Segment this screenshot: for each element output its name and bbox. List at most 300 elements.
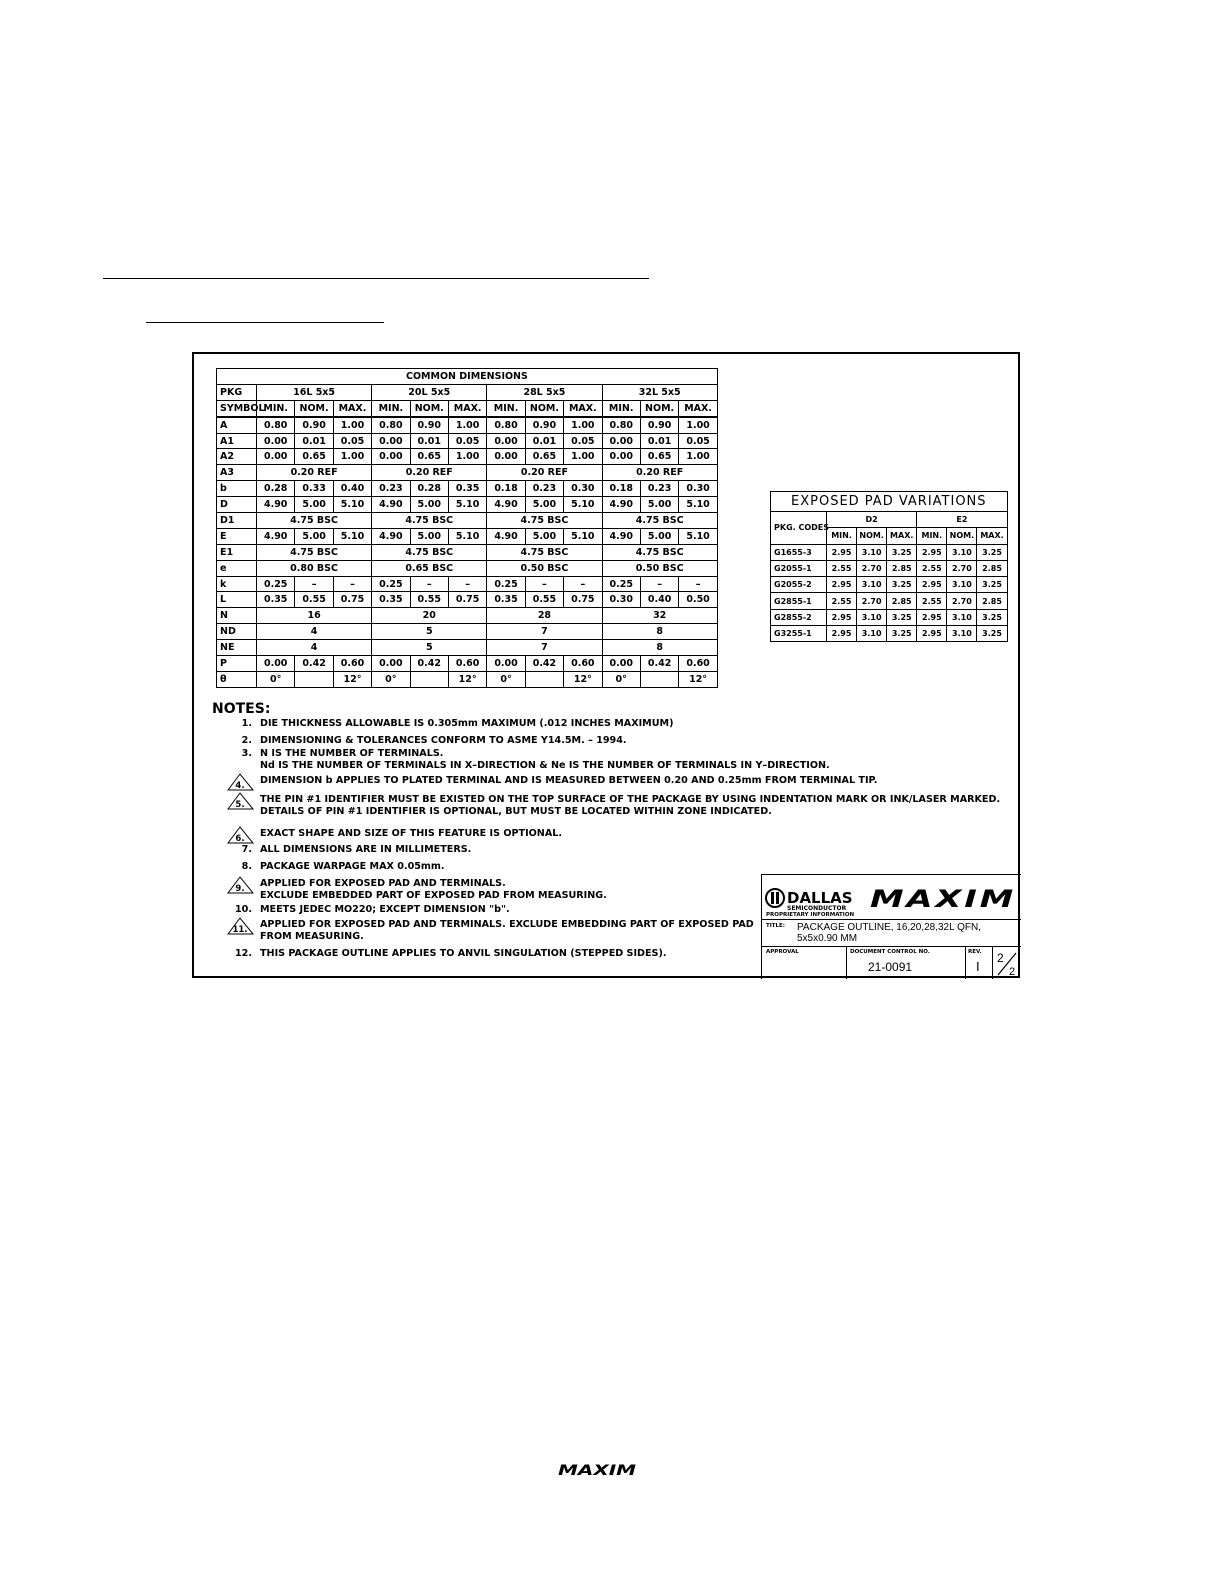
- dimension-value: 0°: [257, 671, 295, 687]
- dimension-row: [217, 640, 718, 656]
- column-header: NOM.: [857, 528, 887, 544]
- dimension-value: 0.50 BSC: [602, 560, 717, 576]
- package-header: 32L 5x5: [602, 384, 717, 400]
- dimension-value: 0.90: [525, 417, 563, 433]
- column-header: MIN.: [372, 400, 410, 416]
- sheet-num: 2: [997, 951, 1004, 965]
- package-title-line2: 5x5x0.90 MM: [797, 933, 858, 944]
- dimension-value: –: [640, 576, 678, 592]
- dimension-value: 0°: [487, 671, 525, 687]
- dimension-symbol: A3: [217, 465, 257, 481]
- dimension-value: 4.90: [487, 497, 525, 513]
- dimension-row: [217, 576, 718, 592]
- dimension-value: 5.00: [295, 497, 333, 513]
- dimension-value: 0.35: [487, 592, 525, 608]
- dimension-value: 0.01: [640, 433, 678, 449]
- note-text: [260, 861, 445, 873]
- note-line: ALL DIMENSIONS ARE IN MILLIMETERS.: [260, 844, 472, 855]
- top-rule: [103, 278, 649, 279]
- note-number: 2.: [241, 735, 252, 746]
- dimension-value: 0.50: [679, 592, 718, 608]
- pad-value: 2.85: [887, 560, 917, 576]
- dimension-value: –: [410, 576, 448, 592]
- title-label: TITLE:: [766, 923, 786, 929]
- doc-control-label: DOCUMENT CONTROL NO.: [850, 949, 930, 955]
- dimension-value: 0.23: [372, 481, 410, 497]
- note-number: 6.: [235, 834, 245, 844]
- pad-value: 3.25: [887, 544, 917, 560]
- dimension-value: 5.00: [525, 497, 563, 513]
- dimension-value: 0.40: [640, 592, 678, 608]
- note-line: DETAILS OF PIN #1 IDENTIFIER IS OPTIONAL, BUT MUST BE LOCATED WITHIN ZONE INDICATED.: [260, 806, 772, 817]
- dimension-value: 0.00: [257, 449, 295, 465]
- column-header: NOM.: [410, 400, 448, 416]
- pad-value: 2.95: [827, 609, 857, 625]
- dimension-value: 5.10: [448, 528, 486, 544]
- dimension-row: [217, 449, 718, 465]
- dimension-value: 5.00: [640, 528, 678, 544]
- pad-value: 2.85: [887, 593, 917, 609]
- dimension-symbol: ND: [217, 624, 257, 640]
- note-number: 5.: [235, 800, 245, 810]
- pkg-codes-label: PKG. CODES: [771, 512, 827, 545]
- pad-value: 3.10: [947, 544, 977, 560]
- note-number: 4.: [235, 781, 245, 791]
- dimension-symbol: k: [217, 576, 257, 592]
- package-title: [797, 922, 981, 944]
- pad-value: 2.95: [917, 626, 947, 642]
- dallas-logo-text: DALLAS: [787, 889, 853, 907]
- dimension-value: 4.90: [257, 497, 295, 513]
- dimension-value: 5.10: [564, 528, 602, 544]
- dimension-value: 0.60: [448, 656, 486, 672]
- dimension-value: 5: [372, 640, 487, 656]
- dimension-value: 0.35: [448, 481, 486, 497]
- note-text: [260, 904, 510, 916]
- note-line: FROM MEASURING.: [260, 931, 364, 942]
- dimension-value: 0.80: [372, 417, 410, 433]
- note-line: DIE THICKNESS ALLOWABLE IS 0.305mm MAXIMUM (.012 INCHES MAXIMUM): [260, 718, 674, 729]
- pad-value: 2.70: [947, 560, 977, 576]
- dimension-value: 0.00: [487, 433, 525, 449]
- dimension-symbol: P: [217, 656, 257, 672]
- dimension-value: 0.50 BSC: [487, 560, 602, 576]
- dimension-symbol: θ: [217, 671, 257, 687]
- common-dimensions-table: [216, 368, 718, 688]
- dimension-value: 0.05: [564, 433, 602, 449]
- dimension-value: 0°: [372, 671, 410, 687]
- note-text: [260, 844, 471, 856]
- dimension-value: [525, 671, 563, 687]
- dimension-row: [217, 624, 718, 640]
- proprietary-label: PROPRIETARY INFORMATION: [766, 912, 855, 918]
- pad-value: 2.55: [917, 593, 947, 609]
- column-header: MIN.: [257, 400, 295, 416]
- note-line: PACKAGE WARPAGE MAX 0.05mm.: [260, 861, 445, 872]
- dimension-value: 0.33: [295, 481, 333, 497]
- dimension-value: 8: [602, 640, 717, 656]
- dimension-value: 0.55: [295, 592, 333, 608]
- dimension-value: 0.25: [487, 576, 525, 592]
- dimension-value: 0.80: [602, 417, 640, 433]
- dimension-value: 12°: [679, 671, 718, 687]
- dimension-value: 0.80: [257, 417, 295, 433]
- dimension-value: 0.65 BSC: [372, 560, 487, 576]
- dimension-value: –: [333, 576, 371, 592]
- dimension-value: 0.25: [602, 576, 640, 592]
- pad-value: 3.10: [947, 609, 977, 625]
- dimension-value: 4.90: [372, 528, 410, 544]
- dimension-value: 0.20 REF: [487, 465, 602, 481]
- note-line: EXACT SHAPE AND SIZE OF THIS FEATURE IS OPTIONAL.: [260, 828, 563, 839]
- dimension-value: 5.10: [679, 528, 718, 544]
- note-line: APPLIED FOR EXPOSED PAD AND TERMINALS. EXCLUDE EMBEDDING PART OF EXPOSED PAD: [260, 919, 754, 930]
- dimension-value: 0.00: [257, 433, 295, 449]
- dimension-value: 5.00: [525, 528, 563, 544]
- pad-value: 3.25: [887, 626, 917, 642]
- dimension-value: 0.35: [372, 592, 410, 608]
- pkg-code: G2855-1: [771, 593, 827, 609]
- dimension-symbol: N: [217, 608, 257, 624]
- dimension-value: 0.30: [679, 481, 718, 497]
- dimension-value: 0.90: [640, 417, 678, 433]
- note-text: [260, 775, 877, 787]
- pad-value: 3.25: [887, 577, 917, 593]
- dimension-row: [217, 528, 718, 544]
- pad-row: [771, 577, 1008, 593]
- pad-value: 2.95: [827, 544, 857, 560]
- note-text: [260, 735, 627, 747]
- dimension-value: 0.20 REF: [257, 465, 372, 481]
- dimension-value: 0.75: [564, 592, 602, 608]
- dimension-value: 1.00: [679, 449, 718, 465]
- note-number: 9.: [235, 884, 245, 894]
- dimension-value: –: [679, 576, 718, 592]
- dimension-row: [217, 656, 718, 672]
- package-drawing-frame: [192, 352, 1020, 978]
- dimension-symbol: D: [217, 497, 257, 513]
- dimension-row: [217, 608, 718, 624]
- dimension-value: –: [564, 576, 602, 592]
- note-text: [260, 948, 667, 960]
- pkg-label: PKG: [217, 384, 257, 400]
- pad-value: 3.10: [857, 577, 887, 593]
- dimension-value: 4.75 BSC: [372, 513, 487, 529]
- dimension-symbol: E1: [217, 544, 257, 560]
- note-line: N IS THE NUMBER OF TERMINALS.: [260, 748, 444, 759]
- pad-value: 2.55: [917, 560, 947, 576]
- pkg-code: G2055-2: [771, 577, 827, 593]
- dimension-value: 12°: [333, 671, 371, 687]
- dimension-value: 0.75: [448, 592, 486, 608]
- maxim-logo: [870, 885, 1018, 913]
- dimension-value: 4: [257, 624, 372, 640]
- rev-label: REV.: [968, 949, 982, 955]
- dimension-value: 0.01: [525, 433, 563, 449]
- dimension-value: –: [448, 576, 486, 592]
- dimension-value: 0.23: [640, 481, 678, 497]
- pad-value: 2.70: [857, 560, 887, 576]
- pad-value: 3.10: [947, 626, 977, 642]
- maxim-logo-text: MAXIM: [870, 885, 1016, 913]
- triangle-marker-icon: [226, 826, 254, 844]
- note-number: 12.: [235, 948, 252, 959]
- sheet-total: 2: [1009, 966, 1016, 978]
- pad-row: [771, 593, 1008, 609]
- dimension-value: 5.10: [448, 497, 486, 513]
- dimension-symbol: e: [217, 560, 257, 576]
- dimension-value: 0.01: [295, 433, 333, 449]
- column-header: MAX.: [679, 400, 718, 416]
- sheet-number: [994, 949, 1020, 977]
- dimension-value: 12°: [564, 671, 602, 687]
- pad-value: 2.95: [917, 577, 947, 593]
- note-text: [260, 828, 562, 840]
- column-header: MIN.: [827, 528, 857, 544]
- pad-value: 2.55: [827, 593, 857, 609]
- pad-value: 3.25: [887, 609, 917, 625]
- exposed-pad-title: EXPOSED PAD VARIATIONS: [771, 492, 1008, 512]
- dimension-value: [295, 671, 333, 687]
- common-pkg-row: [217, 384, 718, 400]
- dimension-value: 0.75: [333, 592, 371, 608]
- dimension-value: 5.00: [410, 528, 448, 544]
- symbol-label: SYMBOL: [217, 400, 257, 416]
- dimension-value: 0.00: [487, 449, 525, 465]
- dimension-value: 0.00: [602, 656, 640, 672]
- pad-value: 2.55: [827, 560, 857, 576]
- dimension-row: [217, 671, 718, 687]
- dimension-value: 7: [487, 624, 602, 640]
- dimension-value: 0.60: [333, 656, 371, 672]
- dimension-value: 5.10: [333, 528, 371, 544]
- note-number: 8.: [241, 861, 252, 872]
- dimension-value: 1.00: [333, 449, 371, 465]
- footer-maxim-logo: [558, 1463, 638, 1477]
- column-header: MIN.: [917, 528, 947, 544]
- dimension-value: 1.00: [564, 449, 602, 465]
- dimension-value: 4.75 BSC: [257, 544, 372, 560]
- notes-heading: NOTES:: [212, 701, 271, 717]
- dimension-value: 5.00: [295, 528, 333, 544]
- dimension-value: 1.00: [564, 417, 602, 433]
- dimension-row: [217, 592, 718, 608]
- pad-value: 3.25: [977, 577, 1007, 593]
- dimension-symbol: NE: [217, 640, 257, 656]
- dimension-value: 0.40: [333, 481, 371, 497]
- dimension-value: 4.90: [602, 528, 640, 544]
- revision: I: [976, 959, 980, 974]
- dimension-value: 0.28: [257, 481, 295, 497]
- note-number: 3.: [241, 748, 252, 759]
- dimension-value: 4.90: [372, 497, 410, 513]
- dimension-value: 0.55: [410, 592, 448, 608]
- dimension-value: 0.65: [525, 449, 563, 465]
- note-number: 11.: [232, 925, 248, 935]
- dimension-symbol: E: [217, 528, 257, 544]
- dimension-row: [217, 513, 718, 529]
- dimension-value: 0.55: [525, 592, 563, 608]
- dimension-value: 0.05: [333, 433, 371, 449]
- dimension-value: 0.60: [564, 656, 602, 672]
- pkg-code: G3255-1: [771, 626, 827, 642]
- column-header: MIN.: [487, 400, 525, 416]
- sub-rule: [146, 322, 384, 323]
- pad-row: [771, 626, 1008, 642]
- note-number: 1.: [241, 718, 252, 729]
- dimension-value: 0.42: [525, 656, 563, 672]
- pad-value: 2.95: [917, 609, 947, 625]
- title-block: [761, 874, 1021, 979]
- column-header: MAX.: [333, 400, 371, 416]
- exposed-title-row: [771, 492, 1008, 512]
- dimension-value: –: [525, 576, 563, 592]
- dimension-value: 5.00: [410, 497, 448, 513]
- dimension-value: 0.01: [410, 433, 448, 449]
- package-title-line1: PACKAGE OUTLINE, 16,20,28,32L QFN,: [797, 922, 981, 933]
- dimension-value: 5: [372, 624, 487, 640]
- dimension-value: 0°: [602, 671, 640, 687]
- pkg-code: G2855-2: [771, 609, 827, 625]
- pad-row: [771, 560, 1008, 576]
- dimension-value: 0.28: [410, 481, 448, 497]
- note-line: THIS PACKAGE OUTLINE APPLIES TO ANVIL SINGULATION (STEPPED SIDES).: [260, 948, 667, 959]
- dimension-row: [217, 560, 718, 576]
- dimension-symbol: A: [217, 417, 257, 433]
- note-line: EXCLUDE EMBEDDED PART OF EXPOSED PAD FROM MEASURING.: [260, 890, 607, 901]
- dallas-logo: [765, 887, 865, 913]
- dimension-value: [410, 671, 448, 687]
- dallas-sub-text: SEMICONDUCTOR: [787, 905, 847, 912]
- dimension-value: 4.75 BSC: [602, 544, 717, 560]
- dimension-value: 0.00: [602, 449, 640, 465]
- pad-group-header: E2: [917, 512, 1007, 528]
- pad-value: 3.10: [857, 609, 887, 625]
- column-header: MAX.: [887, 528, 917, 544]
- note-text: [260, 718, 673, 730]
- note-line: MEETS JEDEC MO220; EXCEPT DIMENSION "b".: [260, 904, 510, 915]
- dimension-value: 1.00: [448, 417, 486, 433]
- note-number: 10.: [235, 904, 252, 915]
- column-header: MIN.: [602, 400, 640, 416]
- dimension-row: [217, 417, 718, 433]
- exposed-pad-table: [770, 491, 1008, 642]
- note-number: 7.: [241, 844, 252, 855]
- pkg-code: G2055-1: [771, 560, 827, 576]
- dimension-value: 5.10: [564, 497, 602, 513]
- pad-value: 2.85: [977, 593, 1007, 609]
- dimension-value: 0.18: [602, 481, 640, 497]
- footer-logo-text: MAXIM: [558, 1463, 637, 1479]
- dimension-value: 4: [257, 640, 372, 656]
- column-header: MAX.: [977, 528, 1007, 544]
- dimension-value: 0.00: [372, 656, 410, 672]
- column-header: NOM.: [947, 528, 977, 544]
- column-header: NOM.: [525, 400, 563, 416]
- dimension-value: 4.75 BSC: [257, 513, 372, 529]
- package-header: 16L 5x5: [257, 384, 372, 400]
- pad-value: 2.70: [947, 593, 977, 609]
- pad-value: 3.10: [857, 544, 887, 560]
- pad-value: 3.25: [977, 544, 1007, 560]
- note-text: [260, 878, 607, 902]
- dimension-value: 28: [487, 608, 602, 624]
- dimension-value: 4.75 BSC: [487, 544, 602, 560]
- approval-label: APPROVAL: [766, 949, 799, 955]
- pad-value: 2.95: [827, 577, 857, 593]
- dimension-value: 0.20 REF: [602, 465, 717, 481]
- dimension-value: 5.00: [640, 497, 678, 513]
- dimension-value: 0.00: [372, 433, 410, 449]
- dimension-value: 32: [602, 608, 717, 624]
- dimension-value: 1.00: [333, 417, 371, 433]
- dimension-row: [217, 481, 718, 497]
- dimension-value: 12°: [448, 671, 486, 687]
- dimension-value: 0.00: [257, 656, 295, 672]
- dimension-value: 0.80 BSC: [257, 560, 372, 576]
- pad-value: 2.95: [917, 544, 947, 560]
- dimension-row: [217, 544, 718, 560]
- dimension-value: 0.90: [410, 417, 448, 433]
- dimension-value: 0.25: [372, 576, 410, 592]
- common-head-row: [217, 400, 718, 416]
- dimension-value: 0.23: [525, 481, 563, 497]
- package-header: 28L 5x5: [487, 384, 602, 400]
- dimension-value: 0.00: [602, 433, 640, 449]
- dimension-value: 4.75 BSC: [487, 513, 602, 529]
- dimension-value: 4.90: [487, 528, 525, 544]
- pad-value: 2.95: [827, 626, 857, 642]
- pad-group-header: D2: [827, 512, 917, 528]
- dimension-value: [640, 671, 678, 687]
- dimension-value: 0.42: [295, 656, 333, 672]
- dimension-value: 0.90: [295, 417, 333, 433]
- dimension-symbol: A2: [217, 449, 257, 465]
- dimension-value: 0.00: [487, 656, 525, 672]
- dimension-value: 0.18: [487, 481, 525, 497]
- column-header: NOM.: [295, 400, 333, 416]
- dimension-value: 0.30: [564, 481, 602, 497]
- dimension-value: –: [295, 576, 333, 592]
- pad-row: [771, 544, 1008, 560]
- pad-value: 3.25: [977, 626, 1007, 642]
- dimension-value: 0.05: [679, 433, 718, 449]
- dimension-value: 0.65: [640, 449, 678, 465]
- pkg-code: G1655-3: [771, 544, 827, 560]
- dimension-value: 0.65: [295, 449, 333, 465]
- dimension-symbol: L: [217, 592, 257, 608]
- dimension-value: 4.75 BSC: [602, 513, 717, 529]
- dimension-value: 0.65: [410, 449, 448, 465]
- dimension-value: 1.00: [679, 417, 718, 433]
- pad-row: [771, 609, 1008, 625]
- dimension-symbol: A1: [217, 433, 257, 449]
- note-text: [260, 794, 1000, 818]
- dimension-value: 0.80: [487, 417, 525, 433]
- triangle-marker-icon: [226, 792, 254, 810]
- dimension-value: 0.42: [640, 656, 678, 672]
- triangle-marker-icon: [226, 773, 254, 791]
- column-header: NOM.: [640, 400, 678, 416]
- common-dimensions-title: COMMON DIMENSIONS: [217, 369, 718, 385]
- dimension-value: 16: [257, 608, 372, 624]
- dimension-value: 5.10: [333, 497, 371, 513]
- dimension-value: 4.90: [602, 497, 640, 513]
- column-header: MAX.: [448, 400, 486, 416]
- note-line: Nd IS THE NUMBER OF TERMINALS IN X–DIRECTION & Ne IS THE NUMBER OF TERMINALS IN Y–DIRECTION.: [260, 760, 830, 771]
- dimension-value: 7: [487, 640, 602, 656]
- note-line: THE PIN #1 IDENTIFIER MUST BE EXISTED ON THE TOP SURFACE OF THE PACKAGE BY USING INDENTATION MARK OR INK/LASER MARKED.: [260, 794, 1001, 805]
